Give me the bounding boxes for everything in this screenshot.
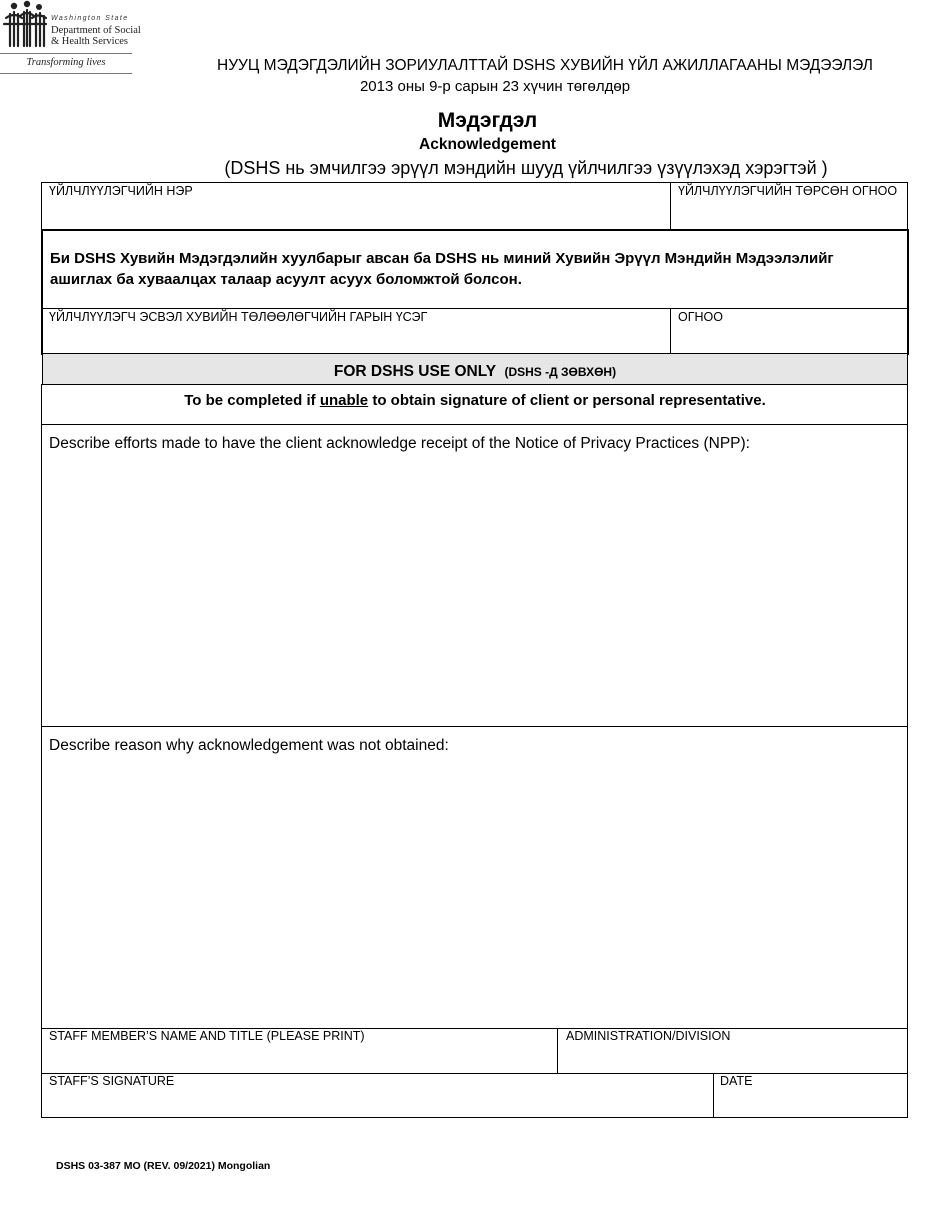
staff-signature-field[interactable]: STAFF’S SIGNATURE (49, 1074, 175, 1088)
instruction-divider (42, 424, 908, 425)
logo-divider-bottom (0, 73, 132, 74)
logo-divider (0, 53, 132, 54)
header-effective-date: 2013 оны 9-р сарын 23 хүчин төгөлдөр (359, 78, 631, 95)
client-info-divider (670, 182, 671, 230)
client-dob-field[interactable]: ҮЙЛЧЛҮҮЛЭГЧИЙН ТӨРСӨН ОГНОО (678, 184, 898, 198)
staff-signature-divider (713, 1073, 714, 1117)
signature-row-top (42, 308, 908, 309)
reason-label: Describe reason why acknowledgement was not obtained: (49, 737, 449, 754)
logo-department (51, 25, 141, 47)
acknowledgement-statement: Би DSHS Хувийн Мэдэгдэлийн хуулбарыг авсан ба DSHS нь миний Хувийн Эрүүл Мэндийн Мэдээлэлийг ашиглах ба хуваалцах талаар асуулт асуух боломжтой болсон. (50, 250, 834, 288)
completion-instruction (42, 392, 908, 409)
logo-dept-line1: Department of Social (51, 25, 141, 36)
signature-row-divider (670, 308, 671, 354)
staff-row-divider (557, 1028, 558, 1073)
client-signature-field[interactable]: ҮЙЛЧЛҮҮЛЭГЧ ЭСВЭЛ ХУВИЙН ТӨЛӨӨЛӨГЧИЙН ГАРЫН ҮСЭГ (49, 310, 428, 324)
dshs-logo (0, 0, 141, 78)
instruction-emphasis: unable (319, 392, 369, 409)
staff-name-field[interactable]: STAFF MEMBER’S NAME AND TITLE (PLEASE PRINT) (49, 1029, 365, 1043)
form-number: DSHS 03-387 MO (REV. 09/2021) Mongolian (56, 1160, 271, 1172)
header-confidential: НУУЦ МЭДЭГДЭЛИЙН ЗОРИУЛАЛТТАЙ DSHS ХУВИЙН ҮЙЛ АЖИЛЛАГААНЫ МЭДЭЭЛЭЛ (217, 57, 873, 74)
instruction-suffix: to obtain signature of client or personal representative. (372, 392, 766, 409)
logo-state: Washington State (51, 15, 129, 22)
dshs-use-only-bar (42, 354, 908, 385)
page-title: Мэдэгдэл (437, 109, 538, 132)
logo-tagline: Transforming lives (26, 57, 106, 68)
efforts-textarea[interactable] (42, 458, 908, 725)
administration-division-field[interactable]: ADMINISTRATION/DIVISION (566, 1029, 731, 1043)
page-note: (DSHS нь эмчилгээ эрүүл мэндийн шууд үйлчилгээ үзүүлэхэд хэрэгтэй ) (224, 158, 828, 178)
reason-textarea[interactable] (42, 760, 908, 1026)
efforts-divider (42, 726, 908, 727)
dshs-people-logo-icon (0, 0, 50, 50)
dshs-heading-text: FOR DSHS USE ONLY (333, 363, 496, 380)
dshs-use-only-heading (43, 363, 907, 381)
efforts-label: Describe efforts made to have the client acknowledge receipt of the Notice of Privacy Practices (NPP): (49, 435, 750, 452)
logo-dept-line2: & Health Services (51, 36, 128, 47)
dshs-heading-note: (DSHS -Д ЗӨВХӨН) (504, 365, 617, 379)
client-name-field[interactable]: ҮЙЛЧЛҮҮЛЭГЧИЙН НЭР (49, 184, 193, 198)
staff-date-field[interactable]: DATE (720, 1074, 753, 1088)
page-subtitle: Acknowledgement (419, 136, 556, 153)
signature-date-field[interactable]: ОГНОО (678, 310, 723, 324)
instruction-prefix: To be completed if (184, 392, 316, 409)
